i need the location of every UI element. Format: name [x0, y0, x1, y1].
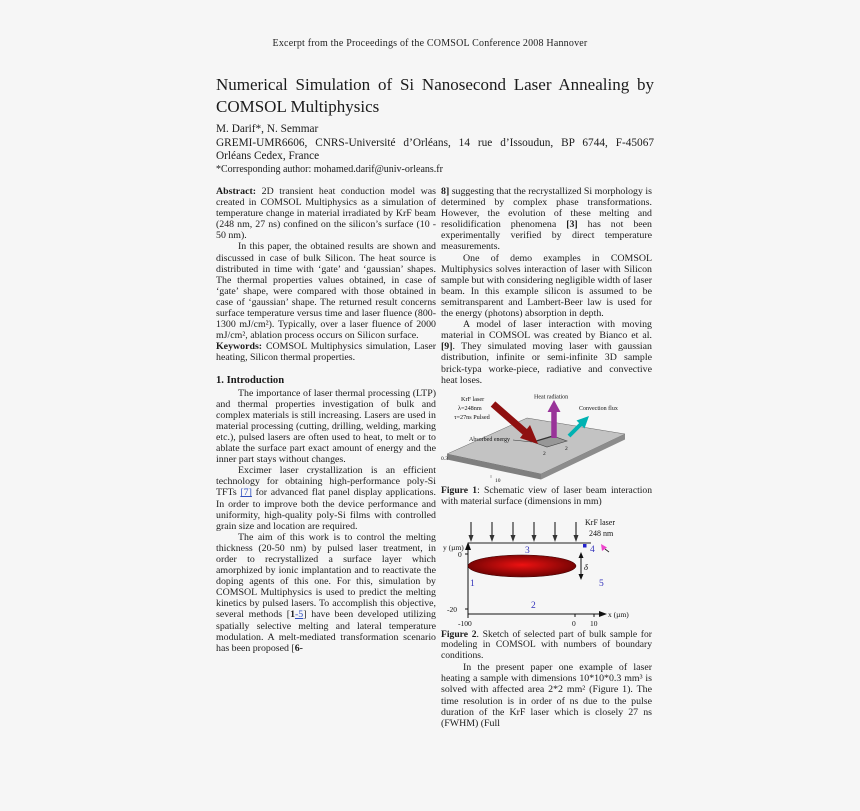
fig1-label-radiation: Heat radiation — [534, 394, 569, 401]
fig2-x-axis-label: x (µm) — [608, 609, 629, 619]
right-column — [441, 186, 652, 729]
citation-link-5[interactable]: -5 — [295, 609, 304, 621]
fig2-label-248: 248 nm — [589, 528, 614, 538]
citation-9: [9] — [441, 341, 453, 353]
proceedings-header: Excerpt from the Proceedings of the COMSOL Conference 2008 Hannover — [272, 38, 588, 49]
figure2-caption-label: Figure 2 — [441, 628, 477, 640]
comsol-demo-paragraph: One of demo examples in COMSOL Multiphysics solves interaction of laser with Silicon sample but with considering negligible width of laser beam. In this example silicon is assumed to be semitransparent and Lambert-Beer law is used for the energy (photons) absorption in depth. — [441, 252, 652, 320]
fig1-label-krf: KrF laser — [461, 395, 485, 403]
fig1-label-wavelength: λ=248nm — [458, 404, 482, 412]
continuation-paragraph — [441, 186, 652, 253]
citation-8: 8] — [441, 186, 450, 197]
boundary-3: 3 — [525, 545, 530, 556]
melted-zone-ellipse — [468, 555, 576, 577]
fig2-y20-tick: -20 — [447, 604, 457, 614]
plate-top-face — [447, 418, 625, 474]
x-axis — [468, 611, 607, 617]
intro-paragraph-2 — [216, 465, 436, 532]
figure2-sketch — [441, 514, 633, 628]
delta-depth-marker — [579, 552, 584, 580]
intro-p2-text1: Excimer laser crystallization is an efficient technology for obtaining high-performance poly-Si TFTs — [216, 465, 436, 499]
figure1-caption-label: Figure 1 — [441, 484, 478, 496]
present-paper-paragraph: In the present paper one example of laser heating a sample with dimensions 10*10*0.3 mm³ is solved with affected area 2*2 mm² (Figure 1). The time resolution is in order of ns due to the pulse duration of the KrF laser which is closely 27 ns (FWHM) (Full — [441, 662, 652, 729]
figure2-caption — [441, 630, 652, 663]
keywords-paragraph — [216, 341, 436, 363]
abstract-label: Abstract: — [216, 186, 257, 197]
keywords-text: COMSOL Multiphysics simulation, Laser heating, Silicon thermal properties. — [216, 341, 436, 364]
fig1-label-absorbed: Absorbed energy — [469, 436, 511, 443]
boundary-2: 2 — [531, 600, 536, 611]
left-column — [216, 186, 436, 654]
intro-p3-text1: The aim of this work is to control the melting thickness (20-50 nm) by pulsed laser treatment, in order to recrystallized a surface layer which amorphized by ionic implantation and to reactivate the doping agents of this one. For this, simulation by COMSOL Multiphysics is used to predict the melting kinetics by pulsed lasers. To accomplish this objective, several methods [ — [216, 531, 436, 621]
continuation-text1: suggesting that the recrystallized Si morphology is determined by complex phase transformations. However, the evolution of these melting and resolidification phenomena — [441, 186, 652, 231]
figure1-caption — [441, 486, 652, 508]
fig2-label-krf: KrF laser — [585, 517, 615, 527]
affiliation — [216, 137, 654, 164]
intro-p3-text2: ] have been developed utilizing spatially selective melting and lateral temperature modulation. A melt-mediated transformation scenario has been proposed [ — [216, 609, 436, 654]
bianco-text1: A model of laser interaction with moving material in COMSOL was created by Bianco et al. — [441, 319, 652, 342]
fig2-xm100-tick: -100 — [458, 618, 472, 628]
corresponding-author: *Corresponding author: mohamed.darif@univ-orleans.fr — [216, 164, 443, 175]
fig2-y0-tick: 0 — [458, 549, 462, 559]
intro-p2-text2: for advanced flat panel display applications. In order to improve both the device performance and uniformity, high-quality poly-Si films with controlled grain size and location are required. — [216, 487, 436, 532]
citation-6: 6- — [294, 642, 303, 654]
beam-arrows — [469, 522, 579, 542]
blue-point-marker — [583, 544, 587, 548]
pink-marker-tail — [605, 549, 609, 552]
paper-title-line2: COMSOL Multiphysics — [216, 97, 380, 117]
authors-line: M. Darif*, N. Semmar — [216, 123, 319, 135]
affiliation-line2: Orléans Cedex, France — [216, 150, 320, 163]
fig1-label-convection: Convection flux — [579, 405, 618, 412]
intro-paragraph-1: The importance of laser thermal processing (LTP) and thermal properties investigation of bulk and complex materials is still increasing. Lasers are used in material processing (cutting, drilling, welding, marking etc.), pulsed lasers are often used to heat, to melt or to ablate the surface part exact amount of energy and the inner part stays without changes. — [216, 387, 436, 466]
bianco-text2: . They simulated moving laser with gaussian distribution, infinite or semi-infinite 3D sample brick-typa worke-piece, radiative and convective heat loses. — [441, 341, 652, 386]
fig1-label-pulse: τ=27ns Pulsed — [454, 413, 490, 421]
abstract-paragraph — [216, 186, 436, 241]
fig2-x10-tick: 10 — [590, 618, 598, 628]
keywords-label: Keywords: — [216, 341, 263, 353]
intro-heading: 1. Introduction — [216, 374, 285, 386]
fig2-x0-tick: 0 — [572, 618, 576, 628]
intro-paragraph-3 — [216, 532, 436, 654]
citation-1: 1 — [290, 609, 295, 621]
abstract-text: 2D transient heat conduction model was created in COMSOL Multiphysics as a simulation of temperature change in material irradiated by KrF beam (248 nm, 27 ns) confined on the silicon’s surface (10 - 50 nm). — [216, 186, 436, 242]
boundary-4: 4 — [590, 544, 595, 555]
fig1-dim-10: 10 — [495, 477, 501, 484]
figure2-caption-text: . Sketch of selected part of bulk sample for modeling in COMSOL with numbers of boundary conditions. — [441, 628, 652, 662]
fig2-y-axis-label: y (µm) — [443, 542, 464, 552]
fig1-dim-2b: 2 — [543, 450, 546, 457]
affiliation-line1: GREMI-UMR6606, CNRS-Université d’Orléans, 14 rue d’Issoudun, BP 6744, F-45067 — [216, 137, 654, 149]
paper-title-line1: Numerical Simulation of Si Nanosecond Laser Annealing by — [216, 75, 654, 94]
fig2-delta-label: δ — [584, 561, 588, 572]
figure1-caption-text: : Schematic view of laser beam interaction with material surface (dimensions in mm) — [441, 484, 652, 507]
fig1-dim-2a: 2 — [565, 445, 568, 452]
fig1-dim-03: 0.3 — [441, 455, 448, 462]
figure1-schematic — [441, 392, 633, 484]
bianco-paragraph — [441, 319, 652, 386]
abstract-paragraph-2: In this paper, the obtained results are shown and discussed in case of bulk Silicon. The heat source is distributed in time with ‘gate’ and ‘gaussian’ shapes. The thermal properties values obtained, in case of ‘gate’ shape, were compared with those obtained in case of ‘gaussian’ shape. The returned result concerns surface temperature versus time and laser fluence (800-1300 mJ/cm²). Typically, over a laser fluence of 2000 mJ/cm², ablation process occurs on Silicon surface. — [216, 241, 436, 342]
citation-3: [3] — [566, 219, 578, 231]
citation-link-7[interactable]: [7] — [240, 487, 252, 499]
continuation-text2: has not been experimentally verified by direct temperature measurements. — [441, 219, 652, 253]
paper-title — [216, 74, 654, 119]
boundary-5: 5 — [599, 578, 604, 589]
boundary-1: 1 — [470, 578, 475, 589]
